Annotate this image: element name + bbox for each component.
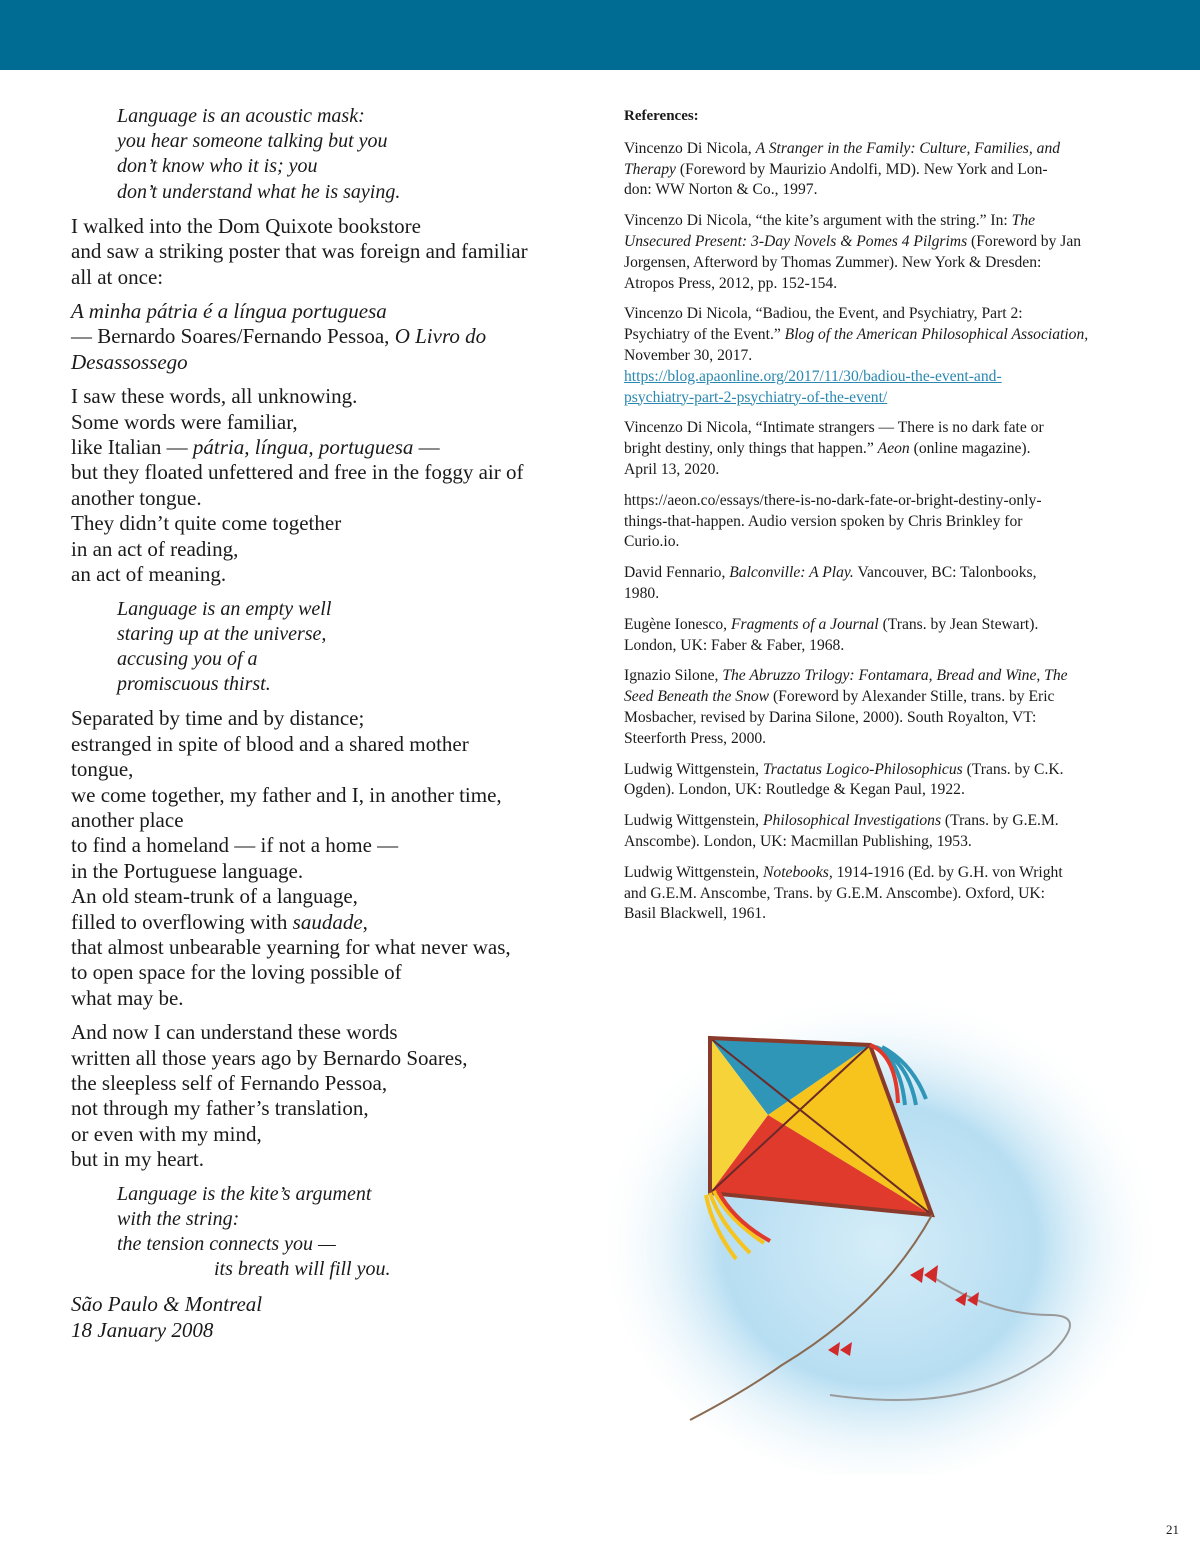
poem-line: we come together, my father and I, in another time, [71, 782, 502, 807]
reference-item: Vincenzo Di Nicola, “the kite’s argument with the string.” In: The Unsecured Present: 3-Day Novels & Pomes 4 Pilgrims (Foreword by Jan Jorgensen, Afterword by Thomas Zummer). New York & Dresden: Atropos Press, 2012, pp. 152-154. [624, 212, 1082, 292]
stanza-separated [71, 706, 591, 1011]
reference-item: Vincenzo Di Nicola, “Intimate strangers — There is no dark fate or bright destiny, only things that happen.” Aeon (online magazine). April 13, 2020. [624, 419, 1044, 478]
poem-line: A minha pátria é a língua portuguesa [71, 299, 387, 324]
header-band [0, 0, 1200, 70]
poem-line: in an act of reading, [71, 536, 239, 561]
poem-line: its breath will fill you. [214, 1258, 391, 1281]
poem-line: in the Portuguese language. [71, 858, 304, 883]
signoff-date: 18 January 2008 [71, 1318, 214, 1343]
stanza-unknowing [71, 384, 591, 587]
poem-line: the tension connects you — [117, 1233, 336, 1256]
italic-word: saudade [292, 909, 363, 934]
stanza-understand [71, 1020, 591, 1172]
poem-line: the sleepless self of Fernando Pessoa, [71, 1071, 388, 1095]
poem-line: estranged in spite of blood and a shared mother [71, 731, 469, 756]
epigraph-empty-well [71, 597, 591, 698]
sky-cloud [605, 990, 1155, 1475]
poem-line: that almost unbearable yearning for what never was, [71, 934, 511, 959]
poem-line: promiscuous thirst. [117, 673, 271, 696]
poem-line: written all those years ago by Bernardo Soares, [71, 1045, 468, 1070]
poem-line: or even with my mind, [71, 1121, 262, 1146]
poem-line: to find a homeland — if not a home — [71, 833, 399, 858]
stanza-quote [71, 299, 591, 375]
poem-line: don’t understand what he is saying. [117, 180, 401, 203]
reference-item: Eugène Ionesco, Fragments of a Journal (Trans. by Jean Stewart). London, UK: Faber & Faber, 1968. [624, 615, 1039, 654]
poem-line: another place [71, 807, 184, 832]
stanza-bookstore [71, 214, 591, 290]
poem-line: you hear someone talking but you [117, 130, 388, 153]
poem-line [71, 324, 591, 349]
poem-line: not through my father’s translation, [71, 1096, 369, 1121]
quote-attribution: — Bernardo Soares/Fernando Pessoa, [71, 324, 390, 349]
poem-line: accusing you of a [117, 647, 258, 670]
reference-item: Ignazio Silone, The Abruzzo Trilogy: Fontamara, Bread and Wine, The Seed Beneath the Snow (Foreword by Alexander Stille, trans. by Eric Mosbacher, revised by Darina Silone, 2000). South Royalton, VT: Steerforth Press, 2000. [624, 667, 1068, 747]
poem-line: They didn’t quite come together [71, 511, 342, 536]
poem-line: like Italian — pátria, língua, portuguesa — [71, 435, 440, 460]
poem-line: but they floated unfettered and free in the foggy air of [71, 460, 524, 485]
poem-line: Language is an empty well [117, 597, 332, 620]
poem-line: Some words were familiar, [71, 409, 298, 434]
reference-item: Ludwig Wittgenstein, Notebooks, 1914-1916 (Ed. by G.H. von Wright and G.E.M. Anscombe, Trans. by G.E.M. Anscombe). Oxford, UK: Basil Blackwell, 1961. [624, 863, 1063, 923]
poem-line: Language is the kite’s argument [117, 1182, 372, 1205]
epigraph-acoustic-mask [71, 104, 591, 205]
poem-line: And now I can understand these words [71, 1020, 398, 1045]
reference-item: Vincenzo Di Nicola, “Badiou, the Event, and Psychiatry, Part 2: Psychiatry of the Event.” Blog of the American Philosophical Association, November 30, 2017. https://blog.apaonline.org/2017/11/30/badiou-the-event-and- psychiatry-part-2-psychiatry-of-the-event/ [624, 304, 1144, 408]
poem-line: Separated by time and by distance; [71, 706, 365, 731]
poem-line: another tongue. [71, 485, 202, 510]
poem-line: I saw these words, all unknowing. [71, 384, 358, 409]
italic-words: pátria, língua, portuguesa [192, 435, 414, 460]
reference-item: https://aeon.co/essays/there-is-no-dark-fate-or-bright-destiny-only- things-that-happen. Audio version spoken by Chris Brinkley for Curio.io. [624, 491, 1042, 551]
reference-link[interactable]: https://blog.apaonline.org/2017/11/30/badiou-the-event-and- [624, 367, 1002, 385]
poem-line: don’t know who it is; you [117, 155, 318, 178]
reference-item: David Fennario, Balconville: A Play. Vancouver, BC: Talonbooks, 1980. [624, 564, 1037, 602]
poem-line: with the string: [117, 1207, 240, 1230]
poem-line: to open space for the loving possible of [71, 960, 402, 985]
reference-item: Ludwig Wittgenstein, Philosophical Investigations (Trans. by G.E.M. Anscombe). London, UK: Macmillan Publishing, 1953. [624, 812, 1059, 850]
poem-line: tongue, [71, 757, 134, 782]
reference-item: Vincenzo Di Nicola, A Stranger in the Family: Culture, Families, and Therapy (Foreword by Maurizio Andolfi, MD). New York and Lon- don: WW Norton & Co., 1997. [624, 139, 1061, 199]
signoff-place: São Paulo & Montreal [71, 1292, 263, 1317]
poem-line: and saw a striking poster that was foreign and familiar [71, 239, 528, 264]
page-number: 21 [1166, 1522, 1179, 1537]
poem-line: filled to overflowing with saudade, [71, 909, 368, 934]
poem-line: staring up at the universe, [117, 622, 327, 645]
reference-link[interactable]: psychiatry-part-2-psychiatry-of-the-event/ [624, 388, 888, 406]
poem-line: An old steam-trunk of a language, [71, 884, 358, 909]
poem-line: an act of meaning. [71, 562, 227, 587]
poem-line: I walked into the Dom Quixote bookstore [71, 213, 421, 238]
poem-line: all at once: [71, 264, 164, 289]
references-heading: References: [624, 108, 699, 124]
book-title: Desassossego [71, 349, 188, 374]
poem-line: what may be. [71, 985, 184, 1010]
book-title: O Livro do [394, 324, 487, 349]
epigraph-kite-argument [71, 1182, 591, 1283]
poem-line: but in my heart. [71, 1147, 204, 1172]
signoff [71, 1291, 591, 1343]
poem-line: Language is an acoustic mask: [117, 105, 365, 127]
kite-illustration [600, 975, 1160, 1475]
reference-item: Ludwig Wittgenstein, Tractatus Logico-Philosophicus (Trans. by C.K. Ogden). London, UK: Routledge & Kegan Paul, 1922. [624, 760, 1064, 799]
references-column [624, 106, 1144, 935]
poem-column [71, 104, 591, 1343]
